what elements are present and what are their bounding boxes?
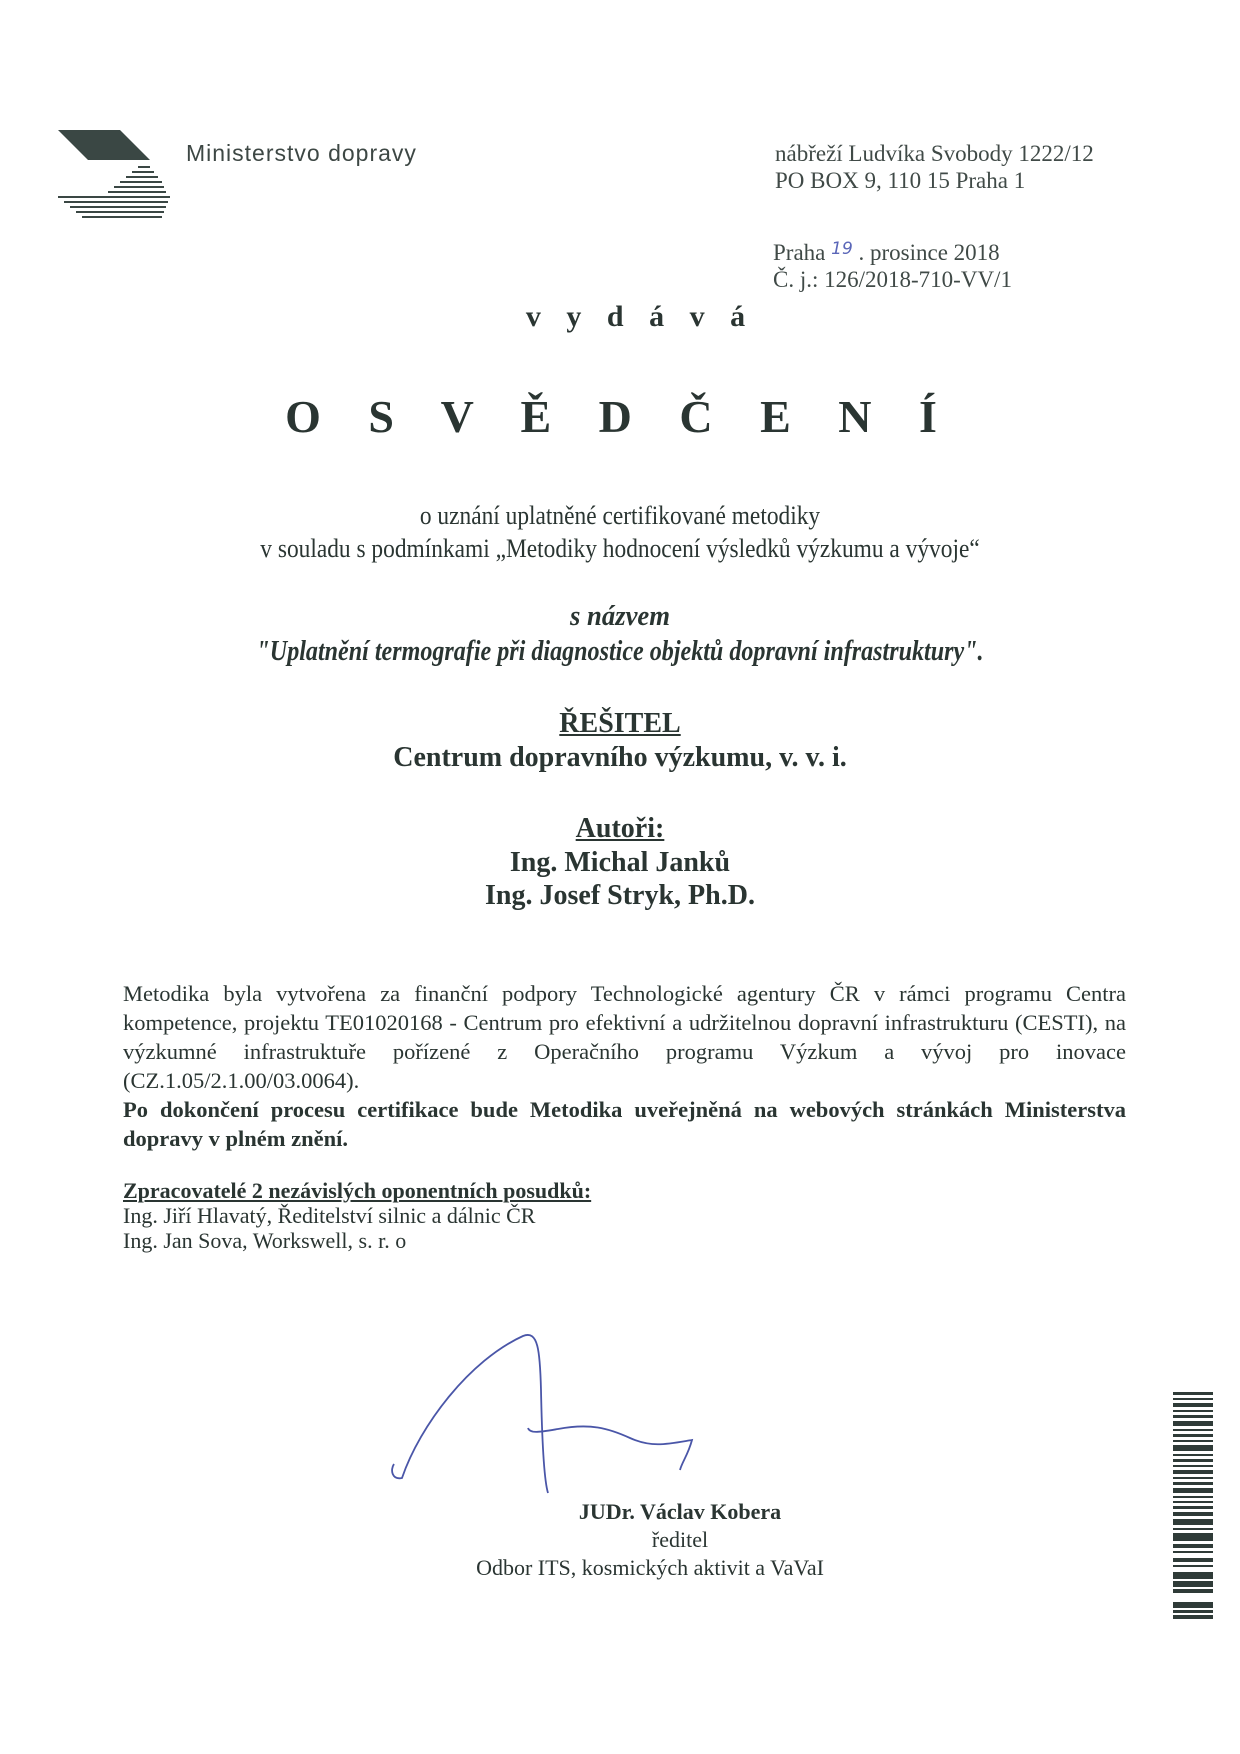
document-title-text: O S V Ě D Č E N Í — [285, 391, 955, 442]
subtitle-line: o uznání uplatněné certifikované metodiky — [419, 501, 821, 530]
ministry-logo-icon — [58, 130, 188, 230]
signatory-role: ředitel — [651, 1527, 709, 1552]
handwritten-day: 19 — [831, 239, 853, 259]
issues-text: v y d á v á — [525, 300, 755, 333]
methodology-title: "Uplatnění termografie při diagnostice objektů dopravní infrastruktury". — [256, 636, 984, 667]
solver-heading: ŘEŠITEL — [559, 708, 681, 739]
issues-label — [0, 300, 1240, 334]
address-block — [775, 140, 1094, 194]
reference-number: Č. j.: 126/2018-710-VV/1 — [773, 267, 1012, 292]
date-reference-block — [773, 236, 1012, 293]
named-label: s názvem — [569, 600, 671, 632]
subtitle-line: v souladu s podmínkami „Metodiky hodnocení výsledků výzkumu a vývoje“ — [260, 534, 980, 563]
publication-note: Po dokončení procesu certifikace bude Metodika uveřejněná na webových stránkách Ministerstva dopravy v plném znění. — [123, 1097, 1126, 1151]
funding-text: Metodika byla vytvořena za finanční podpory Technologické agentury ČR v rámci programu Centra kompetence, projektu TE01020168 - Centrum pro efektivní a udržitelnou dopravní infrastrukturu (CESTI), na výzkumné infrastruktuře pořízené z Operačního programu Výzkum a vývoj pro inovace (CZ.1.05/2.1.00/03.0064). — [123, 981, 1126, 1093]
address-line: nábřeží Ludvíka Svobody 1222/12 — [775, 141, 1094, 166]
author-name: Ing. Josef Stryk, Ph.D. — [485, 880, 755, 911]
document-title — [0, 390, 1240, 443]
reviewers-heading: Zpracovatelé 2 nezávislých oponentních posudků: — [123, 1178, 592, 1203]
signatory-block — [0, 1499, 1240, 1581]
subtitle — [62, 499, 1178, 565]
author-name: Ing. Michal Janků — [509, 847, 731, 878]
signatory-name: JUDr. Václav Kobera — [578, 1499, 782, 1524]
date-suffix: . prosince 2018 — [858, 240, 1000, 265]
reviewer-item: Ing. Jiří Hlavatý, Ředitelství silnic a dálnic ČR — [123, 1203, 536, 1228]
barcode-icon — [1173, 1392, 1213, 1630]
solver-name: Centrum dopravního výzkumu, v. v. i. — [393, 742, 847, 773]
ministry-name: Ministerstvo dopravy — [186, 140, 417, 166]
reviewer-item: Ing. Jan Sova, Workswell, s. r. o — [123, 1228, 407, 1253]
date-prefix: Praha — [773, 240, 826, 265]
handwritten-signature — [380, 1330, 750, 1500]
address-line: PO BOX 9, 110 15 Praha 1 — [775, 168, 1026, 193]
signatory-department: Odbor ITS, kosmických aktivit a VaVaI — [476, 1555, 824, 1580]
reviewers-block — [123, 1178, 591, 1253]
date-line — [773, 236, 1012, 266]
authors-heading: Autoři: — [575, 813, 665, 844]
funding-paragraph — [123, 979, 1126, 1153]
